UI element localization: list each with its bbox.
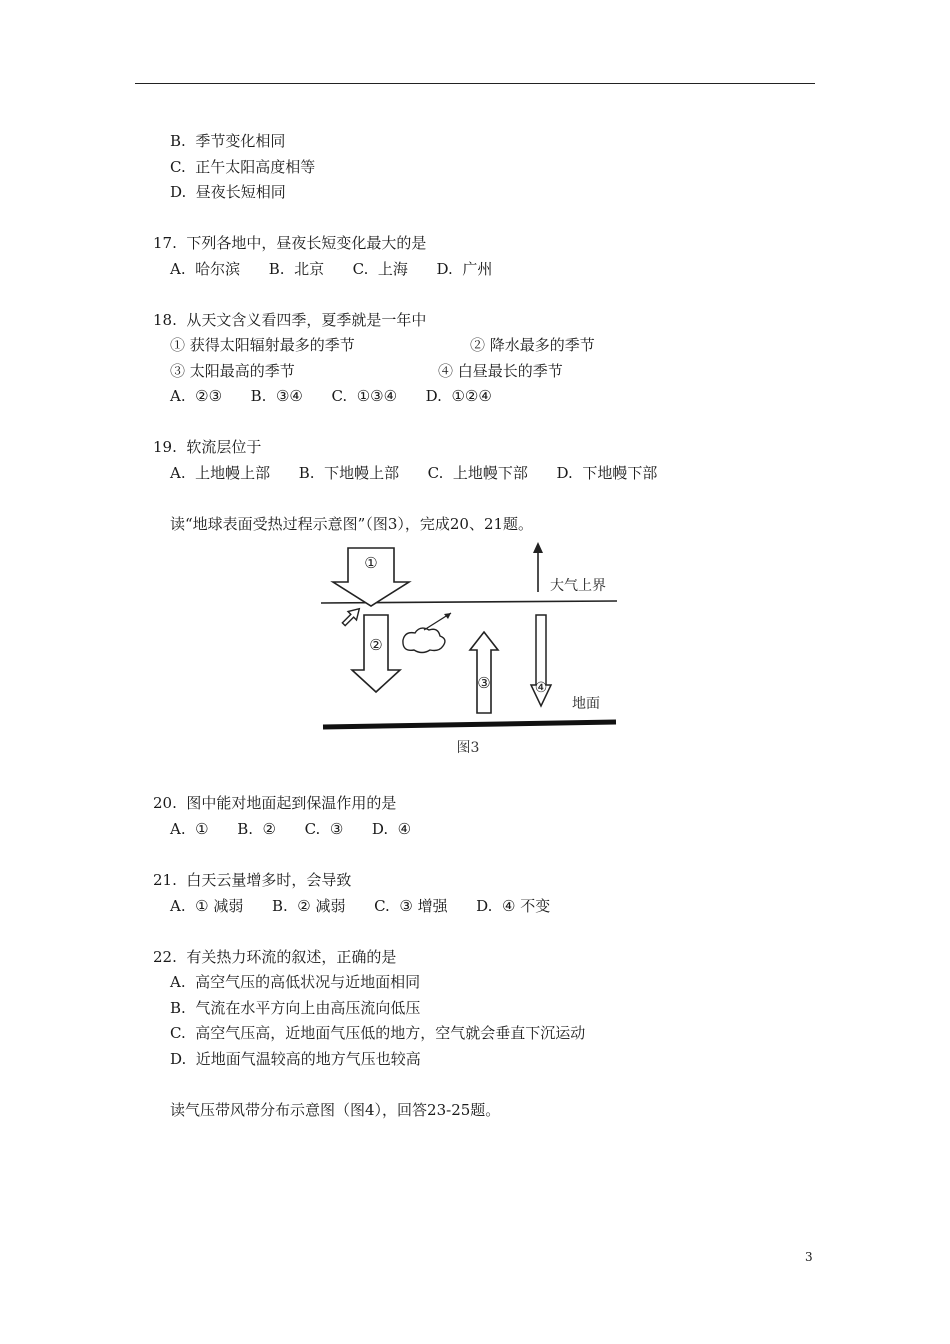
q17-stem: 17. 下列各地中，昼夜长短变化最大的是 <box>153 234 427 252</box>
header-rule <box>135 83 815 84</box>
arrow-3-ground-radiation <box>470 632 498 713</box>
q22-option-c: C. 高空气压高，近地面气压低的地方，空气就会垂直下沉运动 <box>170 1024 586 1042</box>
escape-arrowhead <box>533 542 543 553</box>
marker-4: ④ <box>534 680 548 696</box>
q22-option-a: A. 高空气压的高低状况与近地面相同 <box>170 973 421 991</box>
q18-item-2: ② 降水最多的季节 <box>470 336 595 354</box>
q18-options: A. ②③ B. ③④ C. ①③④ D. ①②④ <box>170 387 492 405</box>
q16-option-c: C. 正午太阳高度相等 <box>170 158 316 176</box>
figure-caption: 图3 <box>456 740 480 756</box>
q19-options: A. 上地幔上部 B. 下地幔上部 C. 上地幔下部 D. 下地幔下部 <box>170 464 658 482</box>
q18-item-1: ① 获得太阳辐射最多的季节 <box>170 336 355 354</box>
marker-1: ① <box>364 554 378 572</box>
q22-option-d: D. 近地面气温较高的地方气压也较高 <box>170 1050 421 1068</box>
marker-3: ③ <box>477 674 491 692</box>
q18-item-4: ④ 白昼最长的季节 <box>438 362 563 380</box>
q17-options: A. 哈尔滨 B. 北京 C. 上海 D. 广州 <box>170 260 493 278</box>
q18-stem: 18. 从天文含义看四季，夏季就是一年中 <box>153 311 427 329</box>
q19-stem: 19. 软流层位于 <box>153 438 262 456</box>
q20-options: A. ① B. ② C. ③ D. ④ <box>170 820 412 838</box>
cloud <box>403 628 445 652</box>
reflection-arrow <box>340 604 364 628</box>
figure3-intro: 读“地球表面受热过程示意图”（图3），完成20、21题。 <box>170 515 534 533</box>
q21-options: A. ① 减弱 B. ② 减弱 C. ③ 增强 D. ④ 不变 <box>170 897 551 915</box>
ground-line <box>323 722 616 727</box>
ground-label: 地面 <box>572 696 600 712</box>
q18-item-3: ③ 太阳最高的季节 <box>170 362 295 380</box>
q20-stem: 20. 图中能对地面起到保温作用的是 <box>153 794 397 812</box>
q22-stem: 22. 有关热力环流的叙述，正确的是 <box>153 948 397 966</box>
atmosphere-top-label: 大气上界 <box>550 578 606 594</box>
q16-option-d: D. 昼夜长短相同 <box>170 183 286 201</box>
q16-option-b: B. 季节变化相同 <box>170 132 286 150</box>
marker-2: ② <box>369 636 383 654</box>
q22-option-b: B. 气流在水平方向上由高压流向低压 <box>170 999 421 1017</box>
figure4-intro: 读气压带风带分布示意图（图4），回答23-25题。 <box>170 1101 501 1119</box>
figure-3-heating-diagram <box>318 520 620 765</box>
page-number: 3 <box>805 1250 813 1264</box>
q21-stem: 21. 白天云量增多时，会导致 <box>153 871 352 889</box>
